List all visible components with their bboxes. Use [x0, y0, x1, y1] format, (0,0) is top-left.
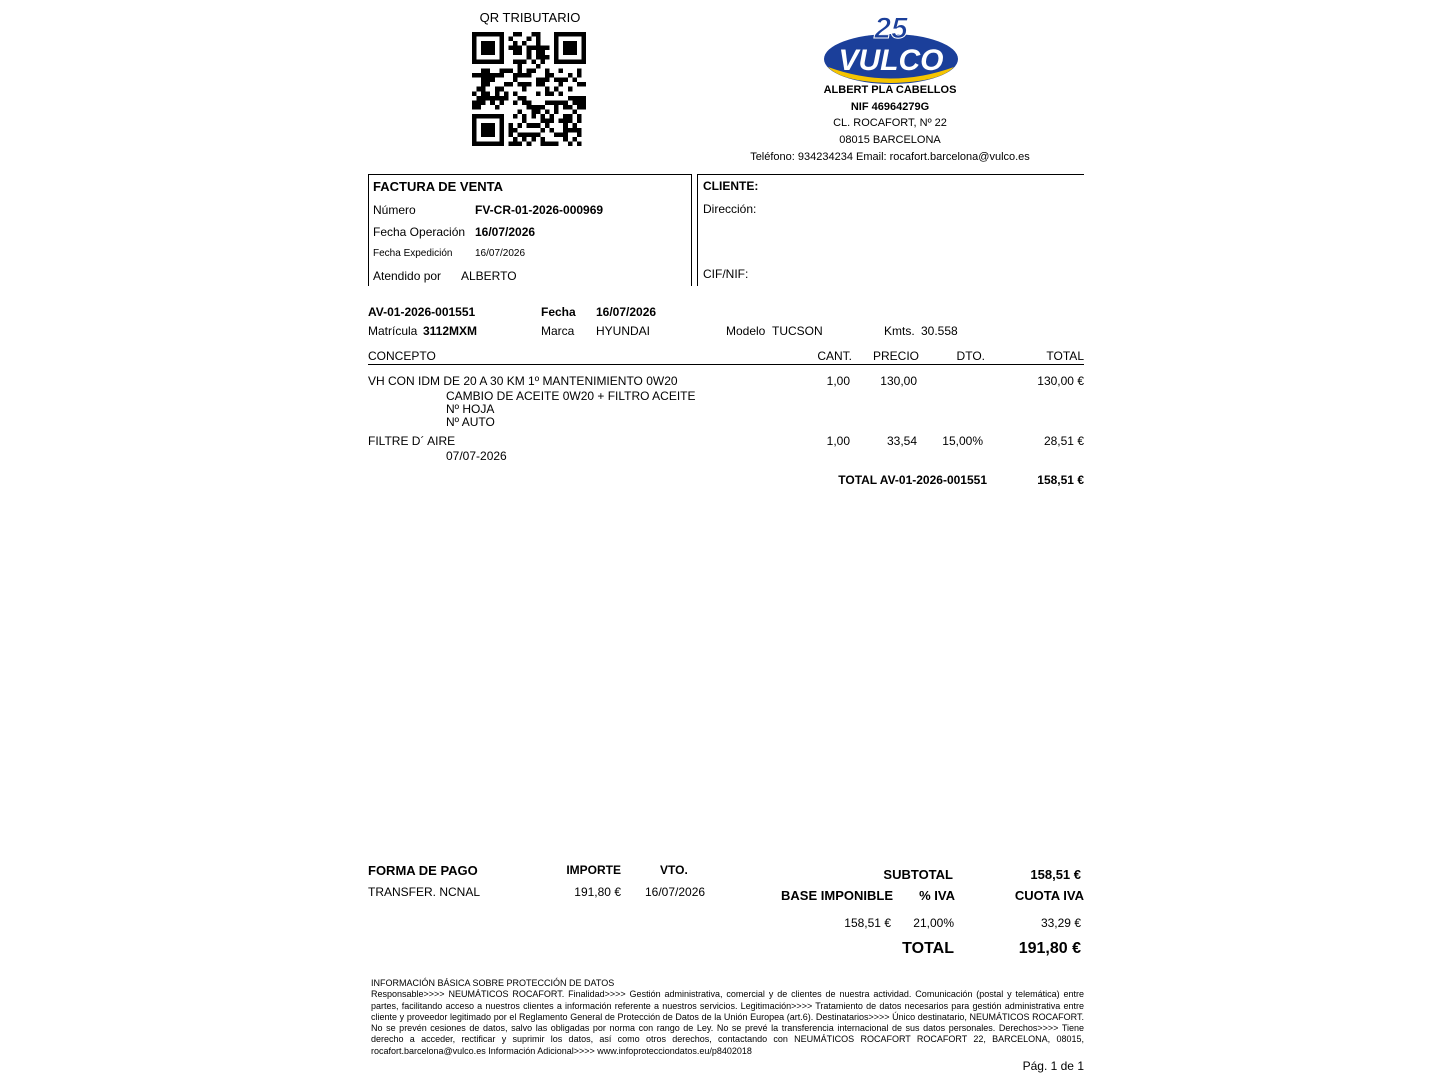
row2-dto: 15,00% — [942, 434, 983, 448]
importe-value: 191,80 € — [574, 885, 621, 899]
row1-detail: Nº HOJA — [446, 402, 495, 416]
row1-cant: 1,00 — [826, 374, 850, 388]
direccion-label: Dirección: — [703, 202, 757, 216]
row2-total: 28,51 € — [1043, 434, 1084, 448]
matricula-value: 3112MXM — [423, 324, 478, 338]
vulco-logo — [820, 12, 962, 86]
atendido-value: ALBERTO — [461, 269, 517, 283]
invoice-box-top — [368, 174, 692, 175]
col-total: TOTAL — [1046, 349, 1084, 363]
fecha-operacion: 16/07/2026 — [475, 225, 536, 239]
fecha-expedicion: 16/07/2026 — [475, 248, 526, 259]
base-imponible-label: BASE IMPONIBLE — [781, 888, 893, 903]
matricula-label: Matrícula — [368, 324, 418, 338]
invoice-heading: FACTURA DE VENTA — [373, 179, 503, 194]
company-address: CL. ROCAFORT, Nº 22 — [833, 117, 947, 129]
invoice-box-left — [368, 174, 369, 286]
row2-concepto: FILTRE D´ AIRE — [368, 434, 456, 448]
marca-label: Marca — [541, 324, 575, 338]
kmts-label: Kmts. — [884, 324, 915, 338]
qr-title: QR TRIBUTARIO — [479, 10, 581, 25]
row1-detail: CAMBIO DE ACEITE 0W20 + FILTRO ACEITE — [446, 389, 696, 403]
company-city: 08015 BARCELONA — [839, 134, 941, 146]
vto-label: VTO. — [660, 863, 688, 877]
importe-label: IMPORTE — [566, 863, 621, 877]
cuota-iva-value: 33,29 € — [1040, 916, 1081, 930]
logo-number: 25 — [874, 12, 908, 45]
row1-detail: Nº AUTO — [446, 415, 495, 429]
col-concepto: CONCEPTO — [368, 349, 436, 363]
base-imponible-value: 158,51 € — [844, 916, 891, 930]
client-box-top — [697, 174, 1084, 175]
order-fecha: 16/07/2026 — [596, 305, 657, 319]
cif-label: CIF/NIF: — [703, 267, 749, 281]
privacy-notice — [371, 978, 1084, 1057]
logo-text: VULCO — [838, 44, 944, 77]
row1-precio: 130,00 — [880, 374, 917, 388]
company-nif: NIF 46964279G — [850, 101, 930, 113]
client-box-left — [697, 174, 698, 286]
iva-label: % IVA — [919, 888, 955, 903]
invoice-number: FV-CR-01-2026-000969 — [475, 203, 604, 217]
table-header-rule — [368, 364, 1084, 365]
order-total-value: 158,51 € — [1037, 473, 1084, 487]
cuota-iva-label: CUOTA IVA — [1014, 888, 1084, 903]
qr-code — [472, 32, 586, 146]
numero-label: Número — [373, 203, 416, 217]
col-dto: DTO. — [956, 349, 985, 363]
company-contact: Teléfono: 934234234 Email: rocafort.barcelona@vulco.es — [750, 151, 1030, 163]
order-total-label: TOTAL AV-01-2026-001551 — [838, 473, 987, 487]
privacy-title: INFORMACIÓN BÁSICA SOBRE PROTECCIÓN DE DATOS — [371, 978, 615, 988]
forma-pago-value: TRANSFER. NCNAL — [368, 885, 481, 899]
privacy-body: Responsable>>>> NEUMÁTICOS ROCAFORT. Finalidad>>>> Gestión administrativa, comercial y de clientes de nuestra actividad. Comunicación (postal y telemática) entre partes, facilitando acceso a nuestros clientes a información referente a nuestros servicios. Legitimación>>>> Tratamiento de datos necesarios para gestión administrativa entre cliente y proveedor legitimado por el Reglamento General de Protección de Datos de la Unión Europea (art.6). Destinatarios>>>> Único destinatario, NEUMÁTICOS ROCAFORT. No se prevén cesiones de datos, salvo las obligadas por norma con rango de Ley. No se prevé la transferencia internacional de sus datos personales. Derechos>>>> Tiene derecho a acceder, rectificar y suprimir los datos, así como otros derechos, contactando con NEUMÁTICOS ROCAFORT ROCAFORT 22, BARCELONA, 08015, rocafort.barcelona@vulco.es Información Adicional>>>> www.infoprotecciondatos.eu/p8402018 — [371, 989, 1084, 1056]
row1-total: 130,00 € — [1037, 374, 1084, 388]
total-label: TOTAL — [902, 940, 954, 957]
order-fecha-label: Fecha — [541, 305, 576, 319]
col-cant: CANT. — [817, 349, 852, 363]
row2-cant: 1,00 — [826, 434, 850, 448]
order-code: AV-01-2026-001551 — [368, 305, 476, 319]
fecha-operacion-label: Fecha Operación — [373, 225, 466, 239]
row1-concepto: VH CON IDM DE 20 A 30 KM 1º MANTENIMIENTO 0W20 — [368, 374, 678, 388]
modelo-label: Modelo — [726, 324, 766, 338]
iva-value: 21,00% — [913, 916, 954, 930]
atendido-label: Atendido por — [373, 269, 442, 283]
subtotal-value: 158,51 € — [1030, 867, 1081, 882]
subtotal-label: SUBTOTAL — [883, 867, 953, 882]
vto-value: 16/07/2026 — [645, 885, 706, 899]
page-number: Pág. 1 de 1 — [1022, 1059, 1084, 1073]
company-name: ALBERT PLA CABELLOS — [823, 84, 957, 96]
row2-precio: 33,54 — [886, 434, 917, 448]
col-precio: PRECIO — [872, 349, 919, 363]
forma-pago-label: FORMA DE PAGO — [368, 863, 478, 878]
client-heading: CLIENTE: — [703, 179, 759, 193]
total-value: 191,80 € — [1018, 940, 1081, 957]
row2-detail: 07/07-2026 — [446, 449, 507, 463]
kmts-value: 30.558 — [921, 324, 958, 338]
fecha-expedicion-label: Fecha Expedición — [373, 248, 453, 259]
invoice-box-right — [691, 174, 692, 286]
modelo-value: TUCSON — [772, 324, 823, 338]
marca-value: HYUNDAI — [596, 324, 651, 338]
